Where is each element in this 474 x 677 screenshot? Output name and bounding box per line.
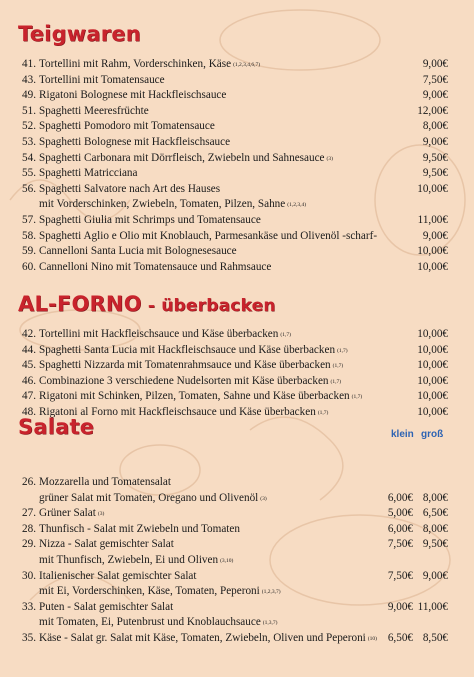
item-number: 44. [22, 343, 36, 356]
item-number: 33. [22, 600, 36, 613]
item-name: Tortellini mit Tomatensauce [39, 73, 165, 86]
menu-item [20, 536, 448, 552]
menu-item [20, 568, 448, 584]
price-small: 7,50€ [387, 569, 413, 582]
allergen-code: (3,10) [220, 558, 234, 564]
item-price: 10,00€ [417, 406, 448, 418]
item-description [39, 181, 220, 197]
menu-item-continuation [20, 583, 448, 599]
item-number: 29. [22, 538, 36, 551]
menu-item [20, 87, 448, 103]
menu-item [20, 103, 448, 119]
item-description [39, 259, 271, 275]
item-price: 7,50€ [422, 73, 448, 86]
menu-item [20, 630, 448, 646]
column-header-gross: groß [421, 429, 444, 440]
price-large: 9,50€ [422, 538, 448, 551]
item-price: 10,00€ [417, 390, 448, 403]
allergen-code: (1,2,3,7) [261, 589, 281, 596]
item-name: Mozzarella und Tomatensalat [39, 476, 171, 488]
price-small: 6,00€ [387, 491, 413, 504]
item-name: Nizza - Salat gemischter Salat [39, 538, 174, 551]
item-description [39, 118, 215, 134]
menu-item [20, 134, 448, 150]
item-price: 10,00€ [417, 245, 448, 258]
item-description [39, 72, 165, 88]
item-number: 60. [22, 260, 36, 273]
item-description [39, 505, 104, 522]
menu-item [20, 118, 448, 134]
price-large: 9,00€ [422, 569, 448, 582]
item-number: 56. [22, 182, 36, 195]
item-number: 43. [22, 73, 36, 86]
menu-item [20, 259, 448, 275]
item-name: Spaghetti Carbonara mit Dörrfleisch, Zwiebeln und Sahnesauce [39, 151, 325, 164]
item-price: 10,00€ [417, 374, 448, 387]
item-description [39, 521, 240, 537]
item-description [39, 228, 377, 244]
allergen-code: (1,2,3,4) [287, 202, 307, 209]
price-small: 9,00€ [387, 600, 413, 613]
item-number: 35. [22, 632, 36, 644]
item-description [39, 243, 237, 259]
item-number: 41. [22, 58, 36, 70]
item-description [39, 583, 281, 600]
item-name: Spaghetti Salvatore nach Art des Hauses [39, 182, 221, 195]
item-description [39, 552, 233, 569]
menu-item [20, 599, 448, 615]
item-price: 9,50€ [422, 151, 448, 164]
menu-item-continuation [20, 552, 448, 568]
item-price: 10,00€ [417, 260, 448, 273]
menu-item [20, 342, 448, 358]
item-number: 26. [22, 476, 36, 488]
item-name: mit Tomaten, Ei, Putenbrust und Knoblauchsauce [39, 616, 261, 629]
item-name: Thunfisch - Salat mit Zwiebeln und Tomaten [39, 522, 240, 535]
item-name: Spaghetti Giulia mit Schrimps und Tomatensauce [39, 214, 261, 226]
item-price: 8,00€ [422, 120, 448, 133]
item-name: Spaghetti Meeresfrüchte [39, 104, 149, 117]
allergen-code: (3) [260, 495, 267, 502]
menu-item [20, 373, 448, 389]
item-description [39, 568, 197, 584]
item-description [39, 134, 230, 150]
item-name: Combinazione 3 verschiedene Nudelsorten mit Käse überbacken [39, 374, 329, 387]
item-name: Rigatoni Bolognese mit Hackfleischsauce [39, 89, 227, 102]
section-title-alforno [18, 292, 276, 316]
item-name: mit Vorderschinken, Zwiebeln, Tomaten, Pilzen, Sahne [39, 198, 286, 211]
item-name: Tortellini mit Rahm, Vorderschinken, Käse [39, 58, 232, 70]
menu-item [20, 326, 448, 342]
menu-item [20, 165, 448, 181]
allergen-code: (1,7) [330, 378, 342, 385]
item-number: 52. [22, 120, 36, 133]
item-description [39, 342, 348, 359]
item-number: 48. [22, 406, 36, 418]
item-name: Puten - Salat gemischter Salat [39, 600, 174, 613]
item-name: Käse - Salat gr. Salat mit Käse, Tomaten, Zwiebeln, Oliven und Peperoni [39, 632, 366, 644]
menu-item [20, 181, 448, 197]
item-name: Spaghetti Santa Lucia mit Hackfleischsauce und Käse überbacken [39, 343, 336, 356]
price-large: 6,50€ [422, 507, 448, 520]
item-name: Grüner Salat [39, 507, 96, 520]
menu-item [20, 505, 448, 521]
item-number: 45. [22, 359, 36, 372]
item-name: Spaghetti Bolognese mit Hackfleischsauce [39, 136, 231, 148]
item-description [39, 599, 173, 615]
allergen-code: (1,3,7) [262, 620, 278, 627]
alforno-subtitle: - überbacken [141, 296, 276, 316]
item-number: 51. [22, 104, 36, 117]
item-number: 42. [22, 328, 36, 340]
item-description [39, 357, 343, 374]
item-number: 58. [22, 229, 36, 242]
item-description [39, 373, 341, 390]
item-price: 10,00€ [417, 328, 448, 340]
item-name: Spaghetti Aglio e Olio mit Knoblauch, Parmesankäse und Olivenöl -scharf- [39, 229, 378, 242]
item-number: 54. [22, 151, 36, 164]
item-price: 9,50€ [422, 167, 448, 180]
item-number: 49. [22, 89, 36, 102]
price-small: 7,50€ [387, 538, 413, 551]
item-name: Spaghetti Pomodoro mit Tomatensauce [39, 120, 215, 133]
item-price: 9,00€ [422, 58, 448, 70]
item-price: 11,00€ [417, 214, 448, 226]
item-price: 10,00€ [417, 182, 448, 195]
section-title-salate: Salate [18, 415, 95, 439]
item-name: Rigatoni al Forno mit Hackfleischsauce und Käse überbacken [39, 406, 316, 418]
menu-item [20, 243, 448, 259]
menu-item-continuation [20, 490, 448, 506]
column-header-klein: klein [391, 429, 414, 440]
price-large: 11,00€ [417, 600, 448, 613]
item-description [39, 56, 260, 73]
item-number: 53. [22, 136, 36, 148]
item-description [39, 388, 362, 405]
allergen-code: (1,7) [332, 363, 344, 370]
menu-item [20, 150, 448, 166]
menu-item-continuation [20, 196, 448, 212]
item-name: Cannelloni Santa Lucia mit Bolognesesauce [39, 245, 237, 258]
price-small: 5,00€ [387, 507, 413, 520]
allergen-code: (1,2,3,4,6,7) [233, 62, 261, 68]
menu-item [20, 474, 448, 490]
item-number: 30. [22, 569, 36, 582]
menu-item-continuation [20, 614, 448, 630]
item-number: 55. [22, 167, 36, 180]
item-name: mit Thunfisch, Zwiebeln, Ei und Oliven [39, 554, 219, 566]
item-name: Cannelloni Nino mit Tomatensauce und Rahmsauce [39, 260, 272, 273]
item-number: 57. [22, 214, 36, 226]
item-price: 9,00€ [422, 89, 448, 102]
item-description [39, 536, 174, 552]
menu-item [20, 388, 448, 404]
item-number: 46. [22, 374, 36, 387]
item-description [39, 165, 137, 181]
allergen-code: (1,7) [280, 332, 291, 338]
item-description [39, 326, 291, 343]
price-large: 8,00€ [422, 491, 448, 504]
item-number: 59. [22, 245, 36, 258]
allergen-code: (3) [326, 155, 333, 162]
price-large: 8,50€ [422, 632, 448, 644]
item-price: 9,00€ [422, 136, 448, 148]
item-description [39, 490, 267, 507]
allergen-code: (10) [367, 636, 377, 642]
item-description [39, 212, 261, 228]
allergen-code: (1,7) [317, 410, 329, 416]
menu-item [20, 56, 448, 72]
item-name: grüner Salat mit Tomaten, Oregano und Olivenöl [39, 491, 259, 504]
allergen-code: (1,7) [337, 347, 348, 354]
section-title-teigwaren: Teigwaren [18, 22, 141, 46]
item-description [39, 87, 226, 103]
item-name: Italienischer Salat gemischter Salat [39, 569, 197, 582]
menu-item [20, 228, 448, 244]
item-number: 47. [22, 390, 36, 403]
price-small: 6,50€ [387, 632, 413, 644]
menu-item [20, 72, 448, 88]
alforno-title: AL-FORNO [18, 292, 142, 316]
item-name: Rigatoni mit Schinken, Pilzen, Tomaten, Sahne und Käse überbacken [39, 390, 350, 403]
item-price: 10,00€ [417, 359, 448, 372]
item-name: mit Ei, Vorderschinken, Käse, Tomaten, Peperoni [39, 585, 260, 598]
allergen-code: (1,7) [351, 394, 363, 401]
item-description [39, 614, 277, 631]
item-description [39, 103, 149, 119]
item-description [39, 196, 306, 213]
item-price: 12,00€ [417, 104, 448, 117]
item-price: 9,00€ [422, 229, 448, 242]
item-name: Tortellini mit Hackfleischsauce und Käse überbacken [39, 328, 279, 340]
item-name: Spaghetti Nizzarda mit Tomatenrahmsauce und Käse überbacken [39, 359, 331, 372]
item-name: Spaghetti Matricciana [39, 167, 138, 180]
allergen-code: (3) [97, 511, 105, 518]
price-large: 8,00€ [422, 522, 448, 535]
price-small: 6,00€ [387, 522, 413, 535]
item-description [39, 630, 377, 647]
item-number: 27. [22, 507, 36, 520]
item-price: 10,00€ [417, 343, 448, 356]
menu-item [20, 521, 448, 537]
menu-item [20, 357, 448, 373]
item-number: 28. [22, 522, 36, 535]
menu-item [20, 212, 448, 228]
item-description [39, 474, 171, 490]
item-description [39, 150, 333, 167]
